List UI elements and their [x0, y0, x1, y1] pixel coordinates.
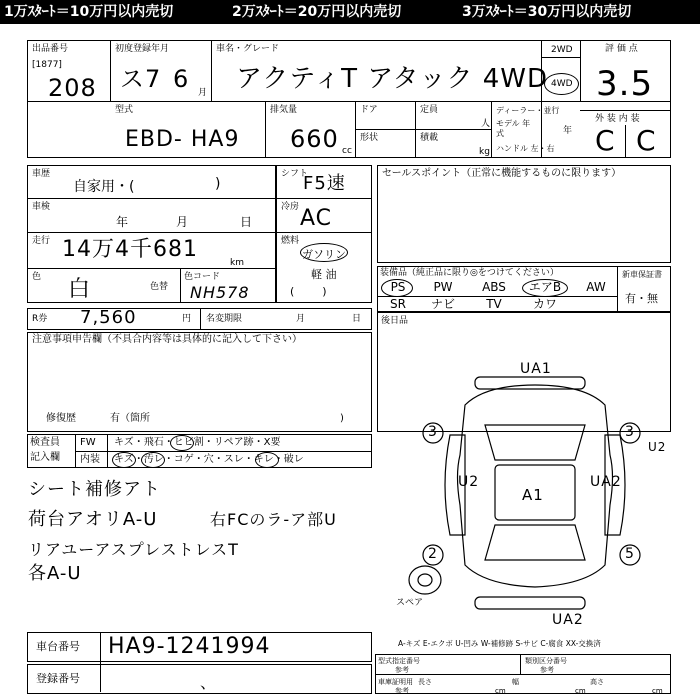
- score-value: 3.5: [596, 64, 654, 104]
- load-unit: kg: [479, 147, 490, 157]
- shift-label: シフト: [281, 169, 309, 179]
- sales-box: [377, 165, 671, 263]
- shift-value: F5速: [303, 173, 346, 194]
- sales-title: セールスポイント（正常に機能するものに限ります）: [382, 168, 622, 179]
- registration-value: 、: [200, 673, 218, 692]
- fuel-gas: ガソリン: [302, 248, 346, 261]
- fuel-circle: [300, 243, 348, 262]
- equip-abs: ABS: [482, 280, 506, 294]
- drive-2wd: 2WD: [551, 45, 573, 55]
- category-ref: 参考: [540, 666, 554, 674]
- fuel-paren: ( ): [290, 285, 327, 298]
- model-year-label: モデル 年式: [496, 119, 531, 138]
- color-change-label: 色替: [150, 282, 169, 292]
- notes-title: 注意事項申告欄（不具合内容等は具体的に記入して下さい）: [32, 334, 302, 345]
- inspector-row2-items: キズ・汚レ・コゲ・穴・スレ・キレ・破レ: [114, 454, 304, 465]
- scratch-circle: [112, 452, 136, 468]
- note-line-2: 荷台アオリA-U: [28, 509, 158, 530]
- reg-month: 6: [173, 65, 190, 93]
- diag-front: UA1: [520, 361, 552, 377]
- fuel-diesel: 軽 油: [311, 268, 337, 281]
- year-unit: 年: [563, 126, 573, 136]
- banner-part2: 2万ｽﾀｰﾄ＝20万円以内売切: [232, 4, 402, 20]
- repair-value: 有（箇所: [110, 413, 150, 424]
- diag-right-note: U2: [648, 440, 667, 454]
- top-banner: [0, 0, 700, 24]
- reg-ref-ref: 参考: [395, 687, 409, 695]
- equip-airbag: エアB: [528, 280, 562, 294]
- inspector-label2: 記入欄: [30, 452, 60, 463]
- car-history-value: 自家用・(: [73, 179, 135, 195]
- name-change-month: 月: [296, 314, 306, 324]
- diag-right: UA2: [590, 474, 622, 490]
- type-value: EBD- HA9: [125, 127, 240, 152]
- notes-box: [27, 332, 372, 432]
- lot-label: 出品番号: [32, 44, 69, 54]
- warranty-value: 有・無: [625, 292, 658, 305]
- car-history-close: ): [215, 176, 221, 192]
- dealer-label: ディーラー・並行: [496, 106, 560, 115]
- diag-fl: 3: [428, 424, 438, 440]
- diag-rl: 2: [428, 546, 438, 562]
- color-label: 色: [32, 272, 42, 282]
- int-value: C: [636, 124, 657, 157]
- ext-int-label: 外 装 内 装: [595, 114, 640, 124]
- registration-label: 登録番号: [36, 672, 80, 685]
- car-history-label: 車歴: [32, 169, 51, 179]
- lot-number: 208: [48, 74, 97, 102]
- inspector-row1-cat: FW: [80, 437, 96, 448]
- length-cm: cm: [495, 687, 506, 695]
- equip-tv: TV: [486, 297, 502, 311]
- inspection-month: 月: [176, 215, 189, 229]
- banner-part1: 1万ｽﾀｰﾄ＝10万円以内売切: [4, 4, 174, 20]
- equip-airbag-circle: [522, 279, 568, 297]
- diag-rear: UA2: [552, 612, 584, 628]
- banner-part3: 3万ｽﾀｰﾄ＝30万円以内売切: [462, 4, 632, 20]
- worn-circle: [255, 452, 279, 468]
- reg-month-unit: 月: [198, 88, 208, 98]
- backseat-label: 後日品: [381, 316, 409, 326]
- capacity-label: 定員: [420, 105, 439, 115]
- note-right: 右FCのラ-ア部U: [210, 510, 337, 529]
- equip-sr: SR: [390, 297, 406, 311]
- ext-value: C: [595, 124, 616, 157]
- drive-circle: [544, 73, 579, 95]
- width-cm: cm: [575, 687, 586, 695]
- ac-value: AC: [300, 206, 333, 231]
- score-label: 評 価 点: [605, 44, 638, 54]
- reg-ref-label: 車庫証明用: [378, 678, 413, 686]
- cc-label: 排気量: [270, 105, 298, 115]
- name-value: アクティT アタック 4WD: [236, 64, 549, 94]
- chassis-value: HA9-1241994: [108, 634, 271, 659]
- shape-label: 形状: [360, 133, 379, 143]
- color-code-label: 色コード: [184, 272, 221, 282]
- type-label: 型式: [115, 105, 134, 115]
- drive-4wd: 4WD: [551, 79, 573, 89]
- reg-era: ス7: [120, 65, 162, 93]
- load-label: 積載: [420, 133, 439, 143]
- equip-navi: ナビ: [430, 297, 455, 311]
- equipment-title: 装備品（純正品に限り◎をつけてください）: [380, 268, 559, 278]
- repair-close: ): [340, 413, 344, 424]
- note-line-3: リアユーアスプレストレスT: [28, 540, 239, 559]
- reg-label: 初度登録年月: [115, 44, 170, 54]
- inspector-row1-items: キズ・飛石・ヒビ割・リペア跡・X要: [114, 437, 281, 448]
- cc-value: 660: [290, 125, 339, 153]
- dirt-circle: [141, 452, 165, 468]
- diag-center: A1: [522, 486, 544, 504]
- height-cm: cm: [652, 687, 663, 695]
- diag-fr: 3: [625, 424, 635, 440]
- cc-unit: cc: [342, 146, 352, 156]
- recycle-unit: 円: [182, 314, 192, 324]
- color-value: 白: [68, 277, 92, 302]
- handle-label: ハンドル 左・右: [496, 144, 555, 153]
- equip-ps: PS: [390, 280, 406, 294]
- mileage-label: 走行: [32, 236, 51, 246]
- recycle-label: R券: [32, 314, 48, 324]
- warranty-label: 新車保証書: [622, 270, 662, 279]
- length-label: 長さ: [418, 678, 432, 686]
- chassis-label: 車台番号: [36, 640, 80, 653]
- equip-ps-circle: [381, 279, 413, 297]
- model-cert-label: 型式指定番号: [378, 657, 420, 665]
- inspector-label1: 検査員: [30, 437, 60, 448]
- legend: A-キズ E-エクボ U-凹み W-補修跡 S-サビ C-腐食 XX-交換済: [398, 639, 601, 648]
- model-cert-ref: 参考: [395, 666, 409, 674]
- note-line-1: シート補修アト: [28, 479, 161, 500]
- equip-aw: AW: [586, 280, 606, 294]
- repair-label: 修復歴: [46, 413, 76, 424]
- note-line-4: 各A-U: [28, 563, 82, 584]
- width-label: 幅: [512, 678, 519, 686]
- inspector-row2-cat: 内装: [80, 454, 100, 465]
- door-label: ドア: [360, 105, 378, 115]
- ac-label: 冷房: [281, 202, 300, 212]
- diag-left: U2: [458, 474, 480, 490]
- height-label: 高さ: [590, 678, 604, 686]
- lot-sub: [1877]: [32, 60, 62, 70]
- name-change-day: 日: [352, 314, 362, 324]
- category-label: 類別区分番号: [525, 657, 567, 665]
- mileage-unit: km: [230, 258, 244, 268]
- color-code-value: NH578: [190, 283, 250, 302]
- equip-pw: PW: [433, 280, 453, 294]
- spare-label: スペア: [396, 598, 424, 608]
- inspection-label: 車検: [32, 202, 51, 212]
- mileage-value: 14万4千681: [62, 237, 198, 262]
- name-change-label: 名変期限: [206, 314, 243, 324]
- name-label: 車名・グレード: [216, 44, 280, 54]
- fuel-label: 燃料: [281, 236, 300, 246]
- inspection-year: 年: [116, 215, 129, 229]
- diag-rr: 5: [625, 546, 635, 562]
- equip-leather: カワ: [532, 297, 557, 311]
- capacity-unit: 人: [481, 119, 491, 129]
- recycle-value: 7,560: [80, 307, 137, 328]
- stone-circle: [170, 435, 194, 451]
- inspection-day: 日: [240, 215, 253, 229]
